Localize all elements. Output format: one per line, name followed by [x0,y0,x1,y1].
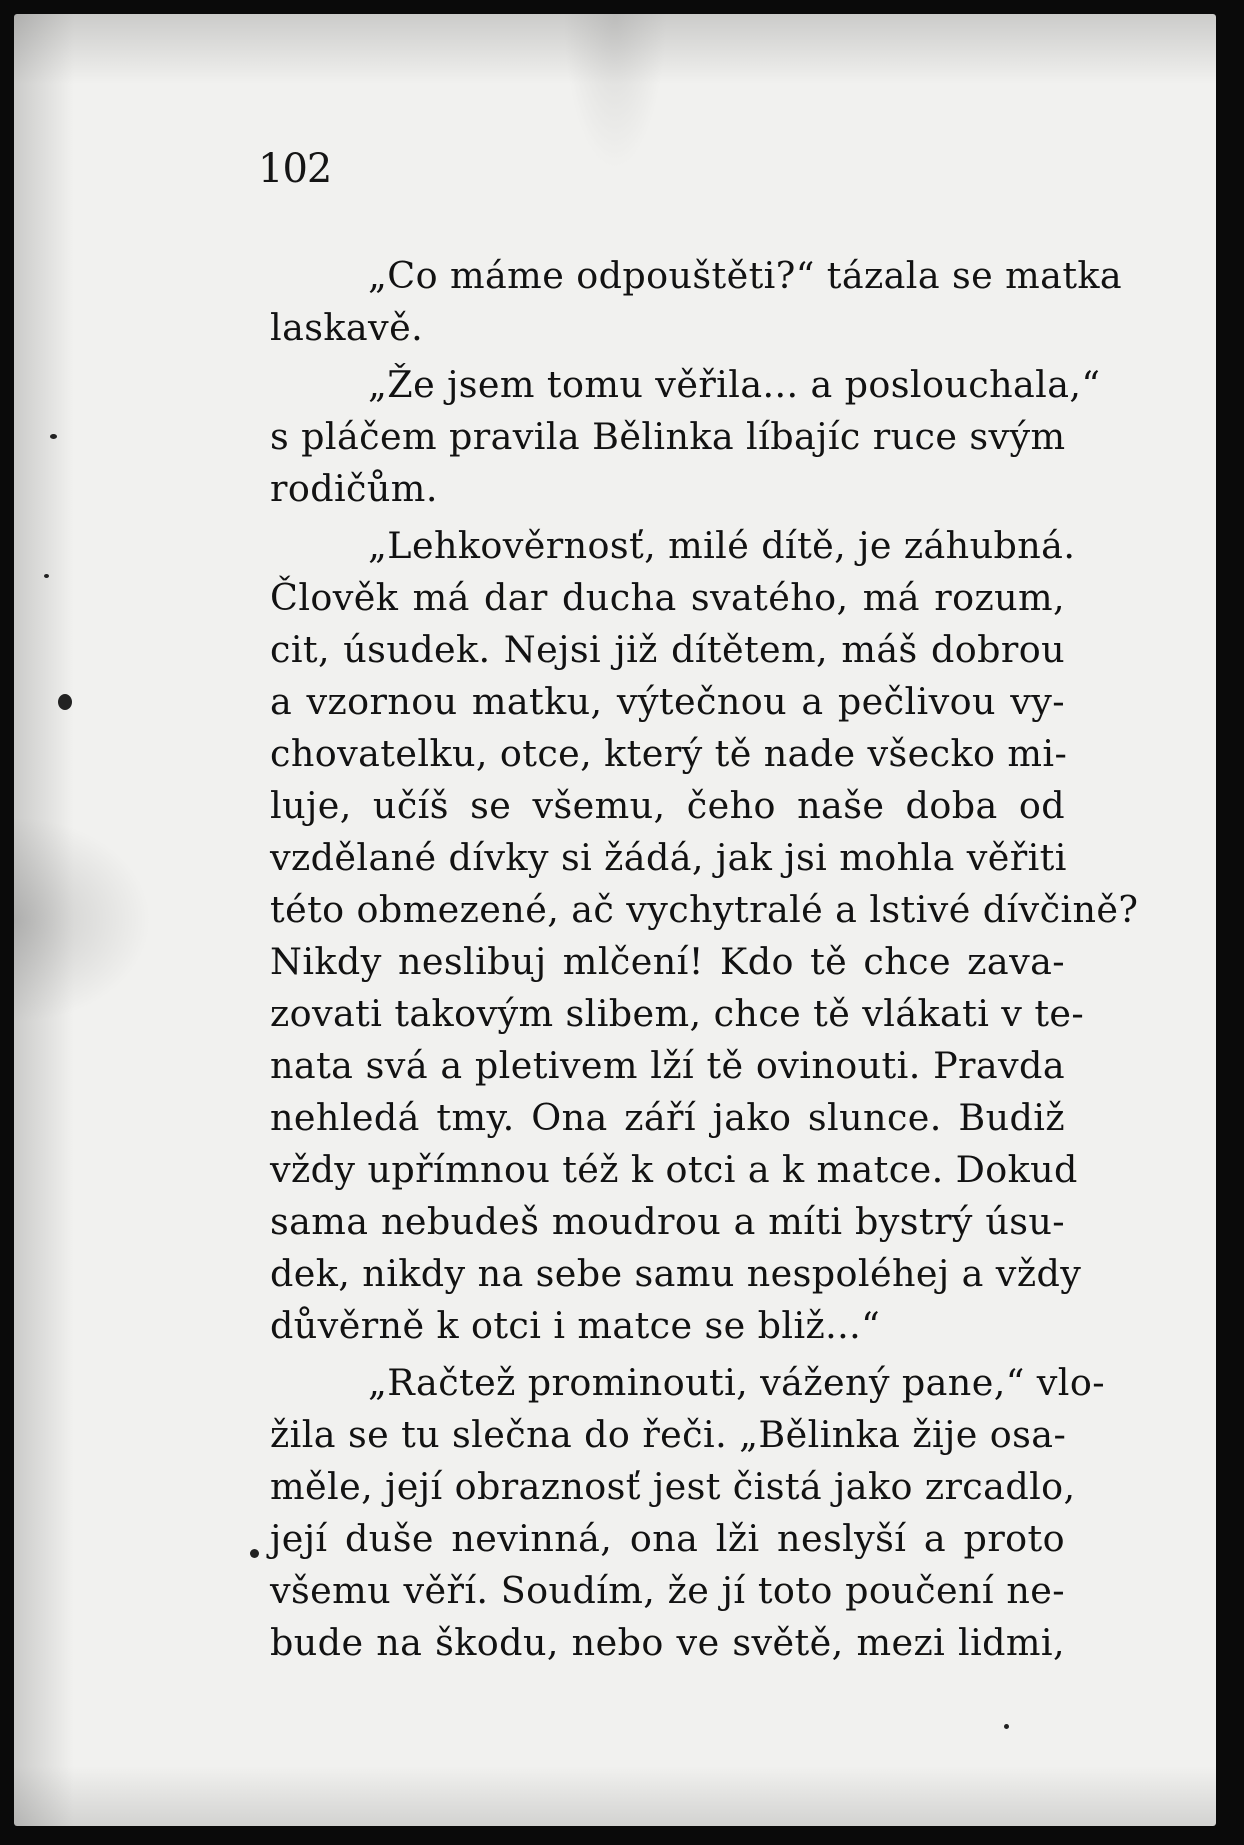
ink-speck [50,434,57,439]
paragraph [270,1357,1105,1669]
text-line: dek, nikdy na sebe samu nespoléhej a vždy [270,1252,1082,1295]
paragraph [270,359,1101,515]
text-line: rodičům. [270,467,438,510]
ink-speck [58,694,72,710]
ink-speck [250,1549,259,1558]
text-line: vzdělané dívky si žádá, jak jsi mohla věřiti [270,836,1067,879]
text-line: s pláčem pravila Bělinka líbajíc ruce svým [270,415,1066,458]
text-line: její duše nevinná, ona lži neslyší a proto [270,1517,1065,1560]
text-line: nehledá tmy. Ona září jako slunce. Budiž [270,1096,1065,1139]
text-line: měle, její obraznosť jest čistá jako zrcadlo, [270,1465,1076,1508]
ink-speck [1004,1724,1009,1729]
text-line: Člověk má dar ducha svatého, má rozum, [270,576,1065,619]
paragraph [270,520,1139,1352]
text-line: bude na škodu, nebo ve světě, mezi lidmi, [270,1621,1065,1664]
text-line: cit, úsudek. Nejsi již dítětem, máš dobrou [270,628,1065,671]
text-line: „Lehkověrnosť, milé dítě, je záhubná. [368,524,1076,567]
text-line: „Račtež prominouti, vážený pane,“ vlo- [368,1361,1105,1404]
text-line: nata svá a pletivem lží tě ovinouti. Pravda [270,1044,1065,1087]
ink-speck [44,574,49,578]
text-line: zovati takovým slibem, chce tě vlákati v te- [270,992,1085,1035]
text-line: chovatelku, otce, který tě nade všecko mi- [270,732,1068,775]
text-line: této obmezené, ač vychytralé a lstivé dívčině? [270,888,1139,931]
text-line: laskavě. [270,306,424,349]
paragraph [270,250,1123,354]
text-line: sama nebudeš moudrou a míti bystrý úsu- [270,1200,1065,1243]
text-line: „Že jsem tomu věřila... a poslouchala,“ [368,363,1101,406]
text-line: „Co máme odpouštěti?“ tázala se matka [368,254,1123,297]
text-line: Nikdy neslibuj mlčení! Kdo tě chce zava- [270,940,1065,983]
text-line: všemu věří. Soudím, že jí toto poučení ne- [270,1569,1065,1612]
text-line: důvěrně k otci i matce se bliž...“ [270,1304,881,1347]
text-line: luje, učíš se všemu, čeho naše doba od [270,784,1065,827]
text-line: a vzornou matku, výtečnou a pečlivou vy- [270,680,1065,723]
page-number: 102 [258,146,332,192]
text-line: vždy upřímnou též k otci a k matce. Dokud [270,1148,1078,1191]
text-line: žila se tu slečna do řeči. „Bělinka žije osa- [270,1413,1067,1456]
page-body-text [270,250,1139,1669]
